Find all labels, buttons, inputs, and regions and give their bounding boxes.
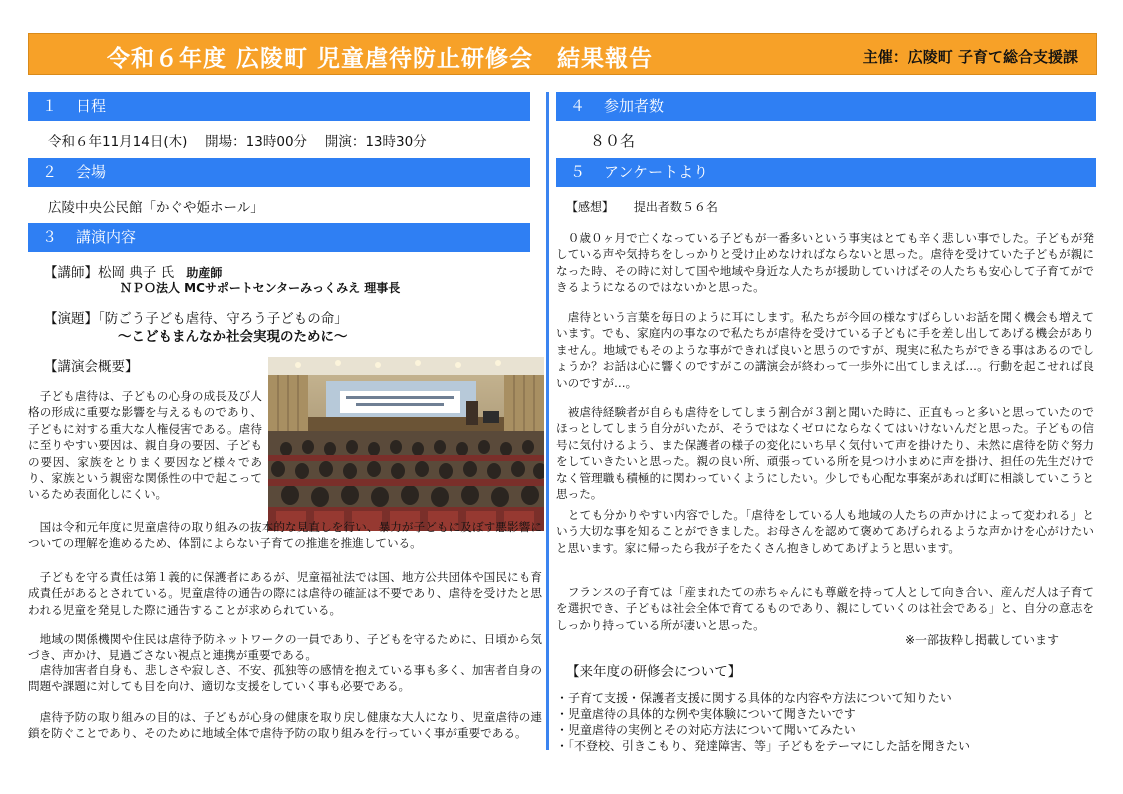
- survey-comment: 被虐待経験者が自らも虐待をしてしまう割合が３割と聞いた時に、正直もっと多いと思っていたのでほっとしてしまう自分がいたが、そうではなくゼロにならなくてはいけないんだと思った。子どもの信号に気付けるよう、また保護者の様子の変化にいち早く気付いて声を掛けたり、未然に虐待を防ぐ努力をしていきたいと思った。親の良い所、頑張っている所を見つけ小まめに声を掛け、担任の先生だけでなく管理職も積極的に関わっていくようにしたい。少しでも心配な事案があれば町に相談していこうと思った。: [556, 405, 1094, 502]
- theme-line: [44, 307, 348, 327]
- lecturer-line: [44, 261, 222, 281]
- organizer-label: 主催：広陵町 子育て総合支援課: [862, 48, 1078, 66]
- lecturer-role: 助産師: [186, 266, 223, 280]
- section-number: ３: [42, 228, 58, 246]
- impressions-label: 【感想】: [566, 200, 615, 214]
- section-number: ２: [42, 163, 58, 181]
- lecturer-organization: ＮＰＯ法人 MCサポートセンターみっくみえ 理事長: [120, 281, 401, 295]
- lecturer-name: 松岡 典子 氏: [98, 265, 175, 281]
- section-title: 会場: [76, 163, 107, 181]
- section-header-schedule: [28, 92, 530, 121]
- list-item: ・「不登校、引きこもり、発達障害、等」子どもをテーマにした話を聞きたい: [556, 739, 971, 753]
- overview-paragraph: 子どもを守る責任は第１義的に保護者にあるが、児童福祉法では国、地方公共団体や国民にも育成責任があるとされている。児童虐待の通告の際には虐待の確証は不要であり、虐待を受けたと思われる児童を発見した際に通告することが求められている。: [28, 570, 542, 617]
- section-title: 参加者数: [604, 97, 665, 115]
- column-divider: [546, 92, 549, 750]
- next-year-label: 【来年度の研修会について】: [566, 664, 742, 680]
- section-header-lecture: [28, 223, 530, 252]
- theme-label: 【演題】: [44, 311, 98, 327]
- theme-subtitle: ～こどもまんなか社会実現のために～: [118, 329, 348, 345]
- section-number: １: [42, 97, 58, 115]
- excerpt-note: ※一部抜粋し掲載しています: [905, 633, 1060, 647]
- section-header-attendees: [556, 92, 1096, 121]
- overview-label: 【講演会概要】: [44, 359, 139, 375]
- list-item: ・子育て支援・保護者支援に関する具体的な内容や方法について知りたい: [556, 691, 952, 705]
- section-title: アンケートより: [604, 163, 709, 181]
- list-item: ・児童虐待の具体的な例や実体験について聞きたいです: [556, 707, 856, 721]
- section-title: 日程: [76, 97, 107, 115]
- section-header-venue: [28, 158, 530, 187]
- survey-comment: フランスの子育ては「産まれたての赤ちゃんにも尊厳を持って人として向き合い、産んだ人は子育てを選択でき、子どもは社会全体で育てるものであり、親にしていくのは社会である」と、自分の意志をしっかり持っている所が凄いと思った。: [556, 585, 1094, 632]
- section-number: ４: [570, 97, 586, 115]
- impressions-count: 提出者数５６名: [633, 200, 718, 214]
- overview-paragraph: 国は令和元年度に児童虐待の取り組みの抜本的な見直しを行い、暴力が子どもに及ぼす悪影響についての理解を進めるため、体罰によらない子育ての推進を推進している。: [28, 520, 542, 551]
- next-year-requests: [556, 690, 1076, 754]
- overview-paragraph: 地域の関係機関や住民は虐待予防ネットワークの一員であり、子どもを守るために、日頃から気づき、声かけ、見過ごさない視点と連携が重要である。: [28, 632, 542, 663]
- overview-paragraph: 虐待加害者自身も、悲しさや寂しさ、不安、孤独等の感情を抱えている事も多く、加害者自身の問題や課題に対しても目を向け、適切な支援をしていく事も必要である。: [28, 663, 542, 694]
- survey-comment: とても分かりやすい内容でした。「虐待をしている人も地域の人たちの声かけによって変われる」という大切な事を知ることができました。お母さんを認めて褒めてあげられるような声かけを心がけたいと思います。家に帰ったら我が子をたくさん抱きしめてあげようと思います。: [556, 508, 1094, 555]
- theme-title: 「防ごう子ども虐待、守ろう子どもの命」: [98, 311, 348, 327]
- page-title: 令和６年度 広陵町 児童虐待防止研修会 結果報告: [107, 46, 654, 72]
- venue-text: 広陵中央公民館「かぐや姫ホール」: [48, 200, 264, 216]
- impressions-line: [566, 198, 718, 215]
- overview-paragraph: 虐待予防の取り組みの目的は、子どもが心身の健康を取り戻し健康な大人になり、児童虐待の連鎖を防ぐことであり、そのために地域全体で虐待予防の取り組みを行っていく事が重要である。: [28, 710, 542, 741]
- overview-paragraph: 子ども虐待は、子どもの心身の成長及び人格の形成に重要な影響を与えるものであり、子どもに対する重大な人権侵害である。虐待に至りやすい要因は、親自身の要因、子どもの要因、家族をとりまく要因など様々であり、家族という親密な関係性の中で起こっているため表面化しにくい。: [28, 389, 262, 502]
- section-number: ５: [570, 163, 586, 181]
- section-header-survey: [556, 158, 1096, 187]
- survey-comment: ０歳０ヶ月で亡くなっている子どもが一番多いという事実はとても辛く悲しい事でした。子どもが発している声や気持ちをしっかりと受け止めなければならないと思った。虐待を受けていた子どもが親になった時、その時に対して国や地域や身近な人たちが援助していけばその人たちも安心して子育てができるようになるのではないかと思った。: [556, 231, 1094, 295]
- title-banner: [28, 33, 1097, 75]
- schedule-text: 令和６年11月14日(木) 開場：13時00分 開演：13時30分: [48, 134, 427, 150]
- lecturer-label: 【講師】: [44, 265, 98, 281]
- section-title: 講演内容: [76, 228, 137, 246]
- attendee-count: ８０名: [590, 132, 636, 150]
- lecture-hall-photo: [268, 357, 544, 531]
- list-item: ・児童虐待の実例とその対応方法について聞いてみたい: [556, 723, 856, 737]
- survey-comment: 虐待という言葉を毎日のように耳にします。私たちが今回の様なすばらしいお話を聞く機会も増えています。でも、家庭内の事なので私たちが虐待を受けている子どもに手を差し出してあげる機会がありません。地域でもそのような事ができれば良いと思うのですが、現実に私たちができる事はあるのでしょうか？お話は心に響くのですがこの講演会が終わって一歩外に出てしまえば…。行動を起こせれば良いのですが…。: [556, 310, 1094, 390]
